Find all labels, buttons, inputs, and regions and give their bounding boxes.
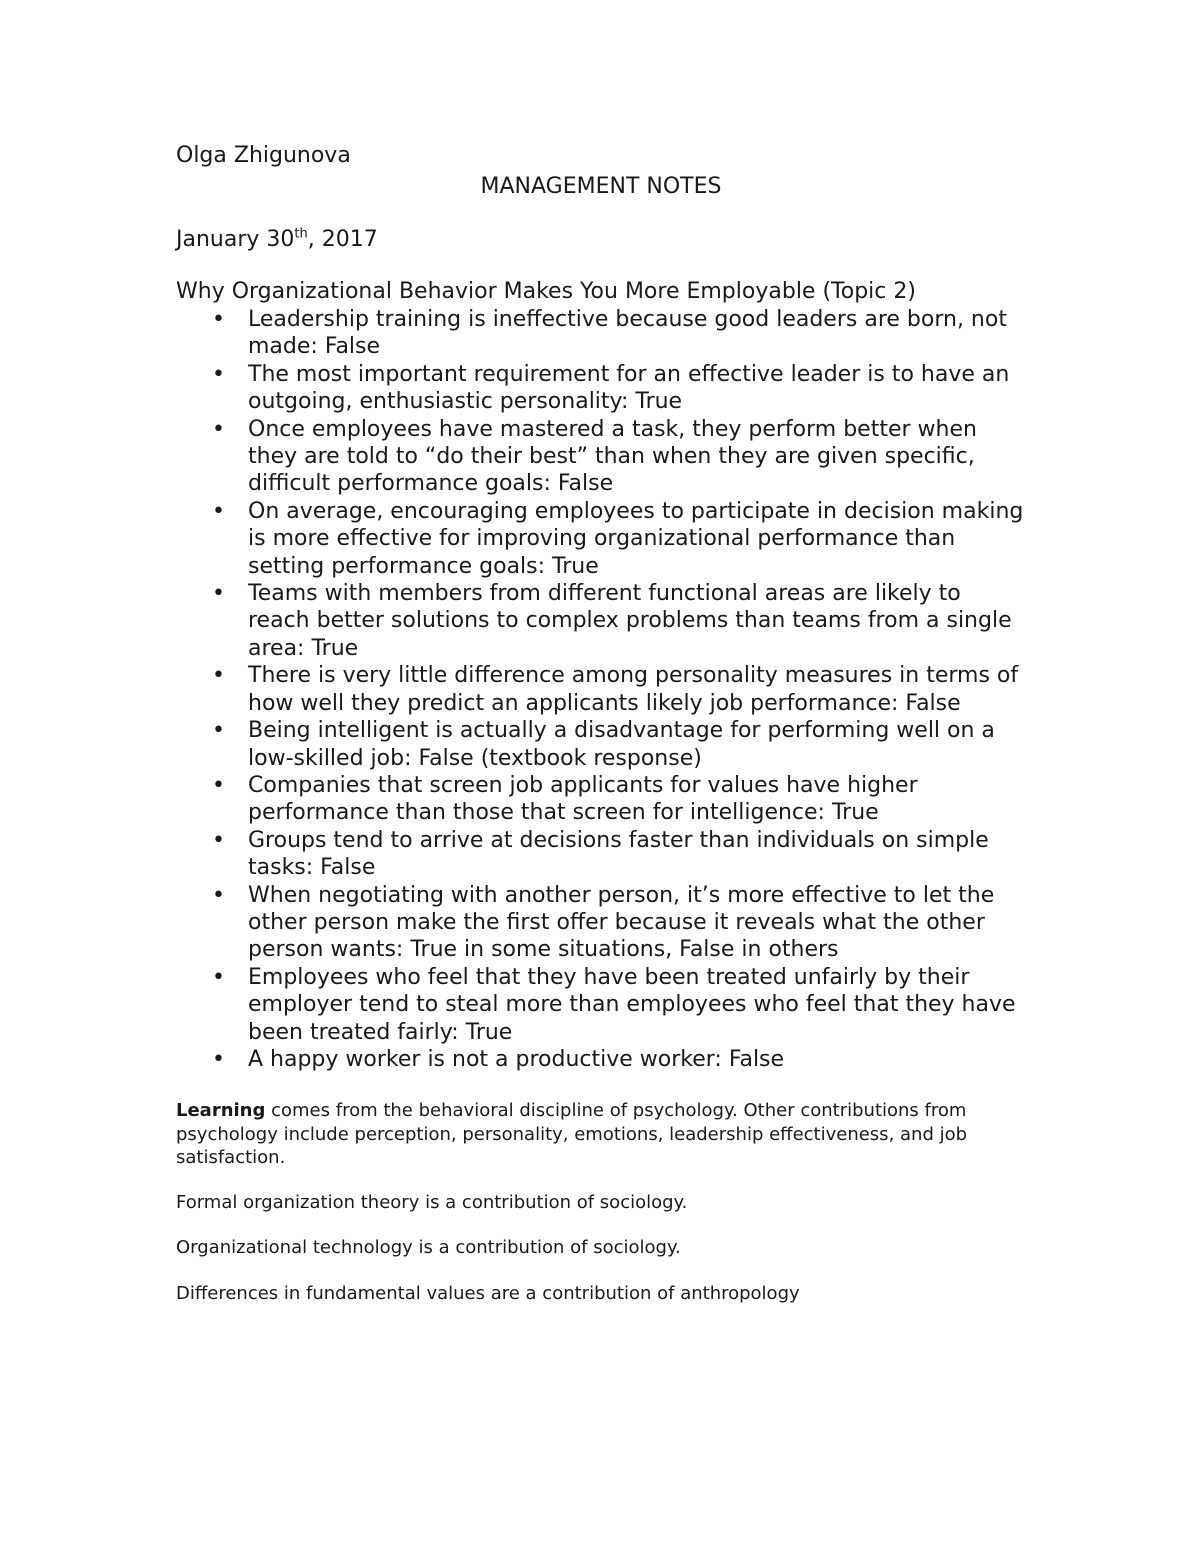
date-prefix: January 30 [176, 227, 295, 252]
list-item-text: On average, encouraging employees to participate in decision making is more effective for improving organizational performance than setting performance goals: True [248, 498, 1024, 579]
bullet-icon: • [212, 718, 225, 744]
author-name: Olga Zhigunova [176, 143, 351, 168]
date-ordinal-suffix: th [294, 226, 308, 242]
list-item [176, 827, 1028, 882]
list-item [176, 306, 1028, 361]
list-item-text: A happy worker is not a productive worker: False [248, 1046, 785, 1072]
list-item-text: Leadership training is ineffective because good leaders are born, not made: False [248, 307, 1007, 360]
bullet-icon: • [212, 964, 225, 990]
bullet-icon: • [212, 882, 225, 908]
list-item [176, 498, 1028, 580]
date-rest: , 2017 [307, 227, 378, 252]
list-item-text: When negotiating with another person, it’s more effective to let the other person make the first offer because it reveals what the other person wants: True in some situations, False in others [248, 882, 995, 963]
list-item-text: The most important requirement for an effective leader is to have an outgoing, enthusiastic personality: True [248, 361, 1010, 415]
list-item [176, 1046, 1028, 1073]
list-item [176, 717, 1028, 772]
list-item-text: Once employees have mastered a task, they perform better when they are told to “do their best” than when they are given specific, difficult performance goals: False [248, 416, 977, 497]
formal-theory-paragraph: Formal organization theory is a contribution of sociology. [176, 1191, 688, 1213]
list-item-text: Being intelligent is actually a disadvantage for performing well on a low-skilled job: False (textbook response) [248, 718, 995, 771]
bullet-icon: • [212, 416, 225, 442]
bullet-icon: • [212, 307, 225, 332]
document-date [176, 224, 1036, 256]
list-item [176, 416, 1028, 498]
list-item-text: There is very little difference among personality measures in terms of how well they predict an applicants likely job performance: False [248, 663, 1019, 716]
technology-paragraph: Organizational technology is a contribution of sociology. [176, 1237, 681, 1259]
list-item [176, 882, 1028, 964]
bullet-icon: • [212, 581, 225, 607]
bullet-icon: • [212, 361, 225, 387]
learning-text: comes from the behavioral discipline of psychology. Other contributions from psychology include perception, personality, emotions, leadership effectiveness, and job satisfaction. [176, 1100, 968, 1169]
list-item [176, 662, 1028, 717]
bullet-icon: • [212, 827, 225, 853]
list-item [176, 964, 1028, 1046]
values-paragraph: Differences in fundamental values are a contribution of anthropology [176, 1282, 800, 1304]
list-item-text: Groups tend to arrive at decisions faster than individuals on simple tasks: False [248, 827, 989, 881]
learning-paragraph [176, 1099, 1026, 1170]
list-item-text: Teams with members from different functional areas are likely to reach better solutions to complex problems than teams from a single area: True [248, 581, 1012, 661]
bullet-icon: • [212, 1046, 225, 1072]
list-item-text: Companies that screen job applicants for values have higher performance than those that screen for intelligence: True [248, 772, 918, 826]
topic-heading: Why Organizational Behavior Makes You More Employable (Topic 2) [176, 279, 916, 304]
list-item [176, 772, 1028, 827]
statement-list [176, 306, 1036, 1073]
learning-term: Learning [176, 1100, 266, 1122]
bullet-icon: • [212, 663, 225, 689]
bullet-icon: • [212, 772, 225, 798]
bullet-icon: • [212, 498, 225, 524]
list-item [176, 361, 1028, 416]
document-page [176, 140, 1036, 1305]
list-item-text: Employees who feel that they have been treated unfairly by their employer tend to steal more than employees who feel that they have been treated fairly: True [248, 964, 1016, 1045]
list-item [176, 580, 1028, 662]
page-title: MANAGEMENT NOTES [480, 174, 722, 199]
